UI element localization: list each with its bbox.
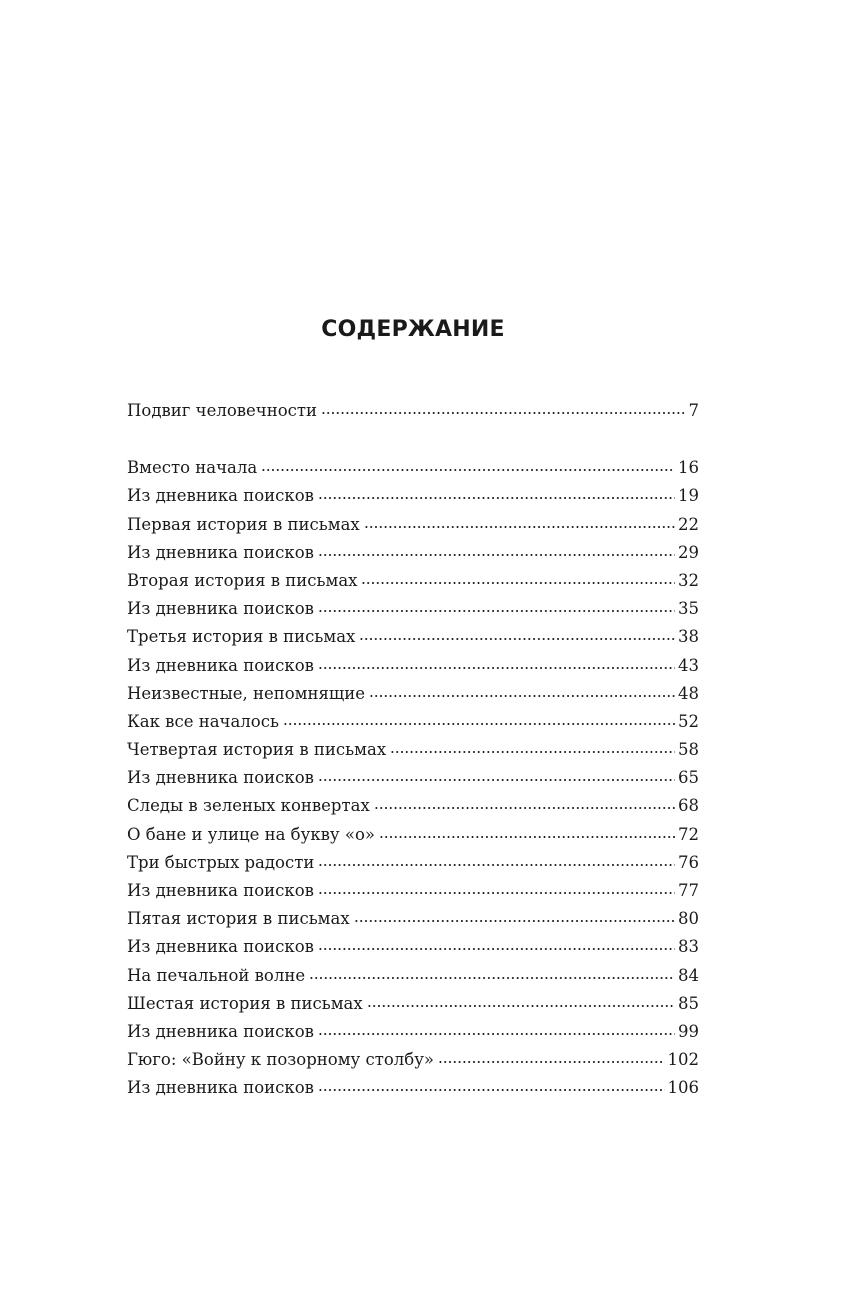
toc-entry-page-number: 106 <box>667 1078 699 1098</box>
dot-leader <box>359 638 675 640</box>
toc-entry <box>127 821 699 849</box>
toc-entry <box>127 539 699 567</box>
toc-entry-page-number: 80 <box>678 909 699 929</box>
dot-leader <box>283 723 675 725</box>
toc-entry-page-number: 83 <box>678 937 699 957</box>
toc-entry-page-number: 99 <box>678 1021 699 1041</box>
toc-entry-title: Из дневника поисков <box>127 1021 314 1041</box>
toc-entry <box>127 680 699 708</box>
toc-entry-page-number: 52 <box>678 711 699 731</box>
dot-leader <box>318 1089 665 1091</box>
toc-entry-page-number: 16 <box>678 458 699 478</box>
toc-entry <box>127 482 699 510</box>
dot-leader <box>318 1033 675 1035</box>
toc-entry-page-number: 102 <box>667 1050 699 1070</box>
toc-entry-title: Из дневника поисков <box>127 881 314 900</box>
toc-entry-page-number: 7 <box>688 401 699 420</box>
toc-entry-page-number: 65 <box>678 768 699 788</box>
toc-entry <box>127 708 699 736</box>
toc-entry-page-number: 43 <box>678 655 699 675</box>
toc-entry <box>127 990 699 1018</box>
dot-leader <box>318 554 675 556</box>
toc-entry <box>127 792 699 820</box>
toc-entry-page-number: 85 <box>678 993 699 1013</box>
dot-leader <box>390 751 675 753</box>
toc-entry-title: Из дневника поисков <box>127 486 314 506</box>
toc-entry-title: Третья история в письмах <box>127 627 356 647</box>
dot-leader <box>318 892 675 894</box>
toc-entry-title: Из дневника поисков <box>127 655 314 675</box>
toc-entry <box>127 877 699 905</box>
toc-entry <box>127 849 699 877</box>
dot-leader <box>318 667 675 669</box>
toc-entry <box>127 736 699 764</box>
toc-entry-page-number: 32 <box>678 570 699 590</box>
dot-leader <box>318 948 675 950</box>
toc-entry <box>127 567 699 595</box>
toc-entry-page-number: 22 <box>678 514 699 534</box>
dot-leader <box>354 920 675 922</box>
toc-entry <box>127 933 699 961</box>
toc-entry <box>127 962 699 990</box>
toc-entry-title: Подвиг человечности <box>127 401 318 420</box>
toc-entry <box>127 652 699 680</box>
toc-entry-title: Первая история в письмах <box>127 514 360 534</box>
toc-entry-page-number: 77 <box>678 881 699 900</box>
dot-leader <box>367 1005 675 1007</box>
page-title: СОДЕРЖАНИЕ <box>321 317 505 342</box>
toc-entry-title: Из дневника поисков <box>127 1078 314 1098</box>
toc-entry-title: Из дневника поисков <box>127 768 314 788</box>
toc-entry-title: Вторая история в письмах <box>127 570 358 590</box>
toc-entry <box>127 623 699 651</box>
toc-entry-page-number: 35 <box>678 599 699 619</box>
toc-entry-title: Шестая история в письмах <box>127 993 363 1013</box>
dot-leader <box>369 695 675 697</box>
toc-entry-title: Из дневника поисков <box>127 599 314 619</box>
dot-leader <box>318 497 675 499</box>
toc-entry-title: Из дневника поисков <box>127 542 314 562</box>
toc-entry-page-number: 58 <box>678 740 699 760</box>
toc-entry-page-number: 29 <box>678 542 699 562</box>
toc-entry-title: Гюго: «Войну к позорному столбу» <box>127 1050 434 1070</box>
toc-entry-page-number: 76 <box>678 852 699 872</box>
toc-entry <box>127 511 699 539</box>
toc-entry-page-number: 84 <box>678 965 699 985</box>
toc-entry-page-number: 68 <box>678 796 699 816</box>
toc-entry-title: Неизвестные, непомнящие <box>127 683 365 703</box>
toc-entry-title: О бане и улице на букву «о» <box>127 824 375 844</box>
dot-leader <box>374 807 675 809</box>
toc-entry <box>127 595 699 623</box>
dot-leader <box>318 610 675 612</box>
toc-entry-title: Три быстрых радости <box>127 852 315 872</box>
toc-entry-title: Пятая история в письмах <box>127 909 350 929</box>
toc-entry-page-number: 72 <box>678 824 699 844</box>
toc-entry-title: Четвертая история в письмах <box>127 740 387 760</box>
toc-entry <box>127 454 699 482</box>
toc-entry-title: Вместо начала <box>127 458 258 478</box>
toc-entry-title: Как все началось <box>127 711 279 731</box>
toc-entry <box>127 1074 699 1102</box>
toc-entry <box>127 905 699 933</box>
toc-entry-title: Из дневника поисков <box>127 937 314 957</box>
dot-leader <box>321 412 685 414</box>
toc-entry-page-number: 19 <box>678 486 699 506</box>
toc-entry <box>127 764 699 792</box>
toc-entry <box>127 1046 699 1074</box>
toc-entry-title: На печальной волне <box>127 965 306 985</box>
dot-leader <box>309 977 675 979</box>
toc-entry <box>127 397 699 425</box>
dot-leader <box>318 864 675 866</box>
table-of-contents <box>127 397 699 1103</box>
dot-leader <box>364 526 675 528</box>
dot-leader <box>361 582 675 584</box>
dot-leader <box>438 1061 665 1063</box>
toc-entry <box>127 1018 699 1046</box>
dot-leader <box>379 836 675 838</box>
toc-entry-page-number: 48 <box>678 683 699 703</box>
dot-leader <box>318 779 675 781</box>
toc-entry-title: Следы в зеленых конвертах <box>127 796 370 816</box>
dot-leader <box>261 469 675 471</box>
toc-entry-page-number: 38 <box>678 627 699 647</box>
